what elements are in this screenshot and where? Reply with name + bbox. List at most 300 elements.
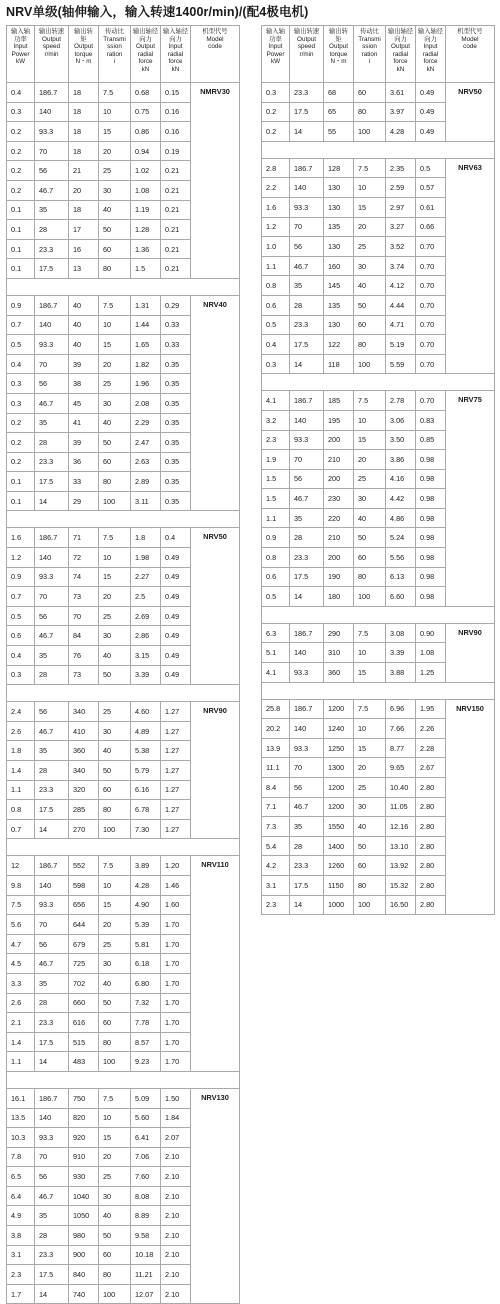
- table-cell: 10: [99, 548, 131, 568]
- table-row: [262, 158, 495, 178]
- table-cell: 910: [69, 1147, 99, 1167]
- table-cell: 6.16: [131, 780, 161, 800]
- table-cell: 14: [290, 895, 324, 915]
- table-cell: 3.27: [386, 217, 416, 237]
- table-cell: 0.1: [7, 259, 35, 279]
- table-cell: 1.4: [7, 761, 35, 781]
- table-cell: 7.5: [354, 391, 386, 411]
- table-cell: 200: [324, 430, 354, 450]
- table-cell: 1200: [324, 797, 354, 817]
- table-cell: 515: [69, 1032, 99, 1052]
- table-cell: 2.80: [416, 875, 446, 895]
- table-cell: 3.1: [262, 875, 290, 895]
- table-cell: 0.9: [262, 528, 290, 548]
- table-cell: 5.39: [131, 915, 161, 935]
- table-cell: 644: [69, 915, 99, 935]
- table-cell: 25: [99, 606, 131, 626]
- table-cell: 140: [290, 178, 324, 198]
- column-header-line: Transmi: [103, 35, 126, 43]
- column-header-line: force: [138, 58, 153, 66]
- table-cell: 140: [290, 643, 324, 663]
- table-cell: 2.3: [7, 1265, 35, 1285]
- table-cell: 80: [99, 800, 131, 820]
- table-cell: 17.5: [35, 800, 69, 820]
- table-cell: 1.19: [131, 200, 161, 220]
- column-header: [7, 26, 35, 83]
- table-cell: 70: [290, 758, 324, 778]
- table-cell: 50: [354, 528, 386, 548]
- table-cell: 28: [35, 993, 69, 1013]
- table-cell: 10.3: [7, 1128, 35, 1148]
- table-cell: 35: [35, 973, 69, 993]
- table-cell: 93.3: [290, 430, 324, 450]
- table-cell: 25: [99, 934, 131, 954]
- table-cell: 0.49: [161, 548, 191, 568]
- table-cell: 0.98: [416, 508, 446, 528]
- table-cell: 2.80: [416, 817, 446, 837]
- group-separator: [7, 278, 240, 295]
- table-cell: 20: [99, 354, 131, 374]
- table-cell: 100: [354, 122, 386, 142]
- table-cell: 135: [324, 295, 354, 315]
- table-cell: 30: [99, 721, 131, 741]
- table-cell: 1.8: [131, 528, 161, 548]
- column-header-line: 输入轴径: [417, 28, 444, 35]
- table-cell: 0.70: [416, 335, 446, 355]
- table-cell: 93.3: [35, 335, 69, 355]
- table-cell: 40: [69, 335, 99, 355]
- table-cell: 3.39: [131, 665, 161, 685]
- column-header-line: kN: [396, 65, 405, 73]
- table-cell: 93.3: [35, 895, 69, 915]
- table-cell: 0.21: [161, 220, 191, 240]
- table-cell: 46.7: [290, 797, 324, 817]
- table-cell: 7.60: [131, 1167, 161, 1187]
- table-cell: 50: [99, 665, 131, 685]
- table-cell: 13.9: [262, 738, 290, 758]
- table-cell: 320: [69, 780, 99, 800]
- table-cell: 1.5: [262, 469, 290, 489]
- table-cell: 72: [69, 548, 99, 568]
- table-cell: 1.4: [7, 1032, 35, 1052]
- table-cell: 1050: [69, 1206, 99, 1226]
- column-header-line: 传动比: [105, 28, 124, 35]
- column-header: [324, 26, 354, 83]
- column-header-line: ssion: [107, 43, 122, 51]
- column-header-line: i: [368, 58, 371, 66]
- column-header-line: 输出转: [74, 28, 93, 35]
- table-cell: 130: [324, 178, 354, 198]
- table-cell: 410: [69, 721, 99, 741]
- table-cell: 1.31: [131, 295, 161, 315]
- table-cell: 1240: [324, 719, 354, 739]
- table-cell: 220: [324, 508, 354, 528]
- table-cell: 46.7: [35, 180, 69, 200]
- right-spec-table: [261, 25, 495, 915]
- table-cell: 4.44: [386, 295, 416, 315]
- table-cell: 4.71: [386, 315, 416, 335]
- table-cell: 10: [99, 315, 131, 335]
- table-cell: 4.28: [131, 875, 161, 895]
- table-cell: 4.12: [386, 276, 416, 296]
- table-cell: 725: [69, 954, 99, 974]
- table-cell: 60: [99, 1245, 131, 1265]
- table-cell: 15: [99, 895, 131, 915]
- table-row: [7, 295, 240, 315]
- table-cell: 0.2: [7, 141, 35, 161]
- table-cell: 0.57: [416, 178, 446, 198]
- table-cell: 4.2: [262, 856, 290, 876]
- table-cell: 41: [69, 413, 99, 433]
- table-cell: 5.09: [131, 1088, 161, 1108]
- table-cell: 5.56: [386, 548, 416, 568]
- model-code: NRV50: [446, 83, 495, 142]
- table-cell: 2.10: [161, 1206, 191, 1226]
- table-cell: 10: [354, 410, 386, 430]
- table-cell: 15: [354, 738, 386, 758]
- table-cell: 0.70: [416, 354, 446, 374]
- table-cell: 70: [35, 141, 69, 161]
- column-header: [354, 26, 386, 83]
- table-cell: 14: [290, 587, 324, 607]
- table-cell: 5.24: [386, 528, 416, 548]
- column-header-line: ssion: [362, 43, 377, 51]
- table-cell: 0.49: [161, 606, 191, 626]
- model-code: NRV130: [191, 1088, 240, 1304]
- table-cell: 3.15: [131, 646, 161, 666]
- table-cell: 56: [290, 237, 324, 257]
- table-cell: 0.6: [262, 567, 290, 587]
- column-header-line: radial: [167, 50, 184, 58]
- table-cell: 7.06: [131, 1147, 161, 1167]
- table-cell: 84: [69, 626, 99, 646]
- table-cell: 56: [35, 702, 69, 722]
- table-row: [262, 699, 495, 719]
- table-cell: 0.9: [7, 295, 35, 315]
- table-cell: 140: [35, 102, 69, 122]
- table-cell: 28: [35, 220, 69, 240]
- table-cell: 35: [35, 200, 69, 220]
- column-header-line: 输出轴径: [132, 28, 159, 35]
- table-cell: 0.98: [416, 567, 446, 587]
- table-cell: 3.06: [386, 410, 416, 430]
- table-cell: 11.1: [262, 758, 290, 778]
- table-cell: 2.63: [131, 452, 161, 472]
- table-cell: 0.3: [7, 665, 35, 685]
- table-cell: 80: [99, 1032, 131, 1052]
- table-cell: 7.5: [354, 699, 386, 719]
- table-cell: 20: [354, 217, 386, 237]
- column-header: [131, 26, 161, 83]
- table-cell: 1.08: [131, 180, 161, 200]
- column-header-line: 输入轴径: [162, 28, 189, 35]
- table-cell: 1300: [324, 758, 354, 778]
- column-header-line: 功率: [14, 35, 27, 43]
- table-cell: 25: [99, 702, 131, 722]
- table-cell: 6.96: [386, 699, 416, 719]
- table-cell: 16.50: [386, 895, 416, 915]
- table-cell: 483: [69, 1052, 99, 1072]
- table-cell: 190: [324, 567, 354, 587]
- table-cell: 5.38: [131, 741, 161, 761]
- column-header-line: 传动比: [360, 28, 379, 35]
- table-cell: 1.82: [131, 354, 161, 374]
- table-cell: 17.5: [290, 875, 324, 895]
- table-cell: 820: [69, 1108, 99, 1128]
- table-cell: 0.83: [416, 410, 446, 430]
- table-cell: 270: [69, 819, 99, 839]
- column-header-line: kW: [270, 58, 281, 66]
- table-cell: 2.97: [386, 197, 416, 217]
- table-cell: 93.3: [35, 122, 69, 142]
- table-cell: 900: [69, 1245, 99, 1265]
- table-cell: 7.32: [131, 993, 161, 1013]
- table-cell: 1000: [324, 895, 354, 915]
- table-cell: 1.50: [161, 1088, 191, 1108]
- table-cell: 2.89: [131, 472, 161, 492]
- page-title: NRV单级(轴伸输入，输入转速1400r/min)/(配4极电机): [6, 5, 309, 19]
- table-cell: 2.08: [131, 393, 161, 413]
- table-cell: 2.80: [416, 836, 446, 856]
- table-cell: 10: [99, 1108, 131, 1128]
- table-cell: 140: [35, 875, 69, 895]
- column-header: [35, 26, 69, 83]
- table-cell: 35: [35, 1206, 69, 1226]
- table-cell: 80: [354, 567, 386, 587]
- table-cell: 35: [290, 276, 324, 296]
- table-cell: 3.3: [7, 973, 35, 993]
- table-cell: 186.7: [35, 295, 69, 315]
- table-cell: 2.78: [386, 391, 416, 411]
- table-cell: 60: [99, 780, 131, 800]
- column-header: [191, 26, 240, 83]
- table-cell: 9.65: [386, 758, 416, 778]
- table-row: [7, 528, 240, 548]
- table-cell: 0.35: [161, 433, 191, 453]
- table-cell: 70: [290, 217, 324, 237]
- column-header-line: N・m: [75, 58, 92, 66]
- model-code: NRV75: [446, 391, 495, 607]
- table-cell: 80: [99, 472, 131, 492]
- table-cell: 0.90: [416, 623, 446, 643]
- table-cell: 2.28: [416, 738, 446, 758]
- table-cell: 4.16: [386, 469, 416, 489]
- table-cell: 140: [35, 315, 69, 335]
- table-cell: 186.7: [35, 856, 69, 876]
- table-cell: 29: [69, 491, 99, 511]
- table-cell: 4.5: [7, 954, 35, 974]
- table-cell: 4.1: [262, 663, 290, 683]
- table-cell: 6.5: [7, 1167, 35, 1187]
- column-header-line: Model: [206, 35, 224, 43]
- table-cell: 0.70: [416, 237, 446, 257]
- table-cell: 68: [324, 83, 354, 103]
- table-cell: 23.3: [290, 548, 324, 568]
- table-cell: 10: [354, 643, 386, 663]
- table-cell: 210: [324, 528, 354, 548]
- table-cell: 7.5: [99, 83, 131, 103]
- table-cell: 195: [324, 410, 354, 430]
- table-cell: 73: [69, 587, 99, 607]
- table-cell: 0.2: [7, 161, 35, 181]
- table-cell: 9.58: [131, 1226, 161, 1246]
- table-cell: 2.80: [416, 797, 446, 817]
- table-cell: 2.80: [416, 778, 446, 798]
- table-cell: 46.7: [290, 256, 324, 276]
- table-cell: 0.49: [161, 665, 191, 685]
- column-header-line: 向力: [169, 35, 182, 43]
- table-cell: 0.2: [262, 102, 290, 122]
- table-cell: 4.42: [386, 489, 416, 509]
- table-cell: 10: [354, 178, 386, 198]
- table-cell: 0.35: [161, 472, 191, 492]
- table-cell: 50: [99, 761, 131, 781]
- table-cell: 1.8: [7, 741, 35, 761]
- table-cell: 1.2: [262, 217, 290, 237]
- column-header-line: 输出转速: [293, 28, 320, 35]
- group-separator: [7, 839, 240, 856]
- table-cell: 5.1: [262, 643, 290, 663]
- column-header-line: 矩: [80, 35, 87, 43]
- column-header-line: speed: [42, 43, 61, 51]
- table-cell: 16.1: [7, 1088, 35, 1108]
- table-cell: 0.21: [161, 200, 191, 220]
- table-cell: 60: [99, 452, 131, 472]
- table-cell: 0.1: [7, 239, 35, 259]
- table-cell: 2.26: [416, 719, 446, 739]
- table-cell: 1.1: [7, 1052, 35, 1072]
- table-cell: 0.35: [161, 393, 191, 413]
- column-header: [386, 26, 416, 83]
- table-cell: 130: [324, 237, 354, 257]
- table-cell: 0.1: [7, 220, 35, 240]
- group-separator: [262, 682, 495, 699]
- column-header-line: speed: [297, 43, 316, 51]
- table-cell: 50: [99, 993, 131, 1013]
- table-cell: 0.7: [7, 315, 35, 335]
- table-cell: 0.5: [262, 587, 290, 607]
- table-cell: 1.46: [161, 875, 191, 895]
- table-cell: 2.69: [131, 606, 161, 626]
- table-cell: 7.5: [99, 1088, 131, 1108]
- column-header-line: torque: [74, 50, 93, 58]
- table-cell: 1.60: [161, 895, 191, 915]
- model-code: NRV40: [191, 295, 240, 511]
- table-header-row: [262, 26, 495, 83]
- column-header-line: Transmi: [358, 35, 381, 43]
- table-cell: 2.4: [7, 702, 35, 722]
- table-cell: 20: [99, 1147, 131, 1167]
- table-cell: 40: [99, 200, 131, 220]
- table-cell: 0.4: [7, 646, 35, 666]
- table-cell: 290: [324, 623, 354, 643]
- column-header-line: 输出转速: [38, 28, 65, 35]
- table-cell: 15: [99, 122, 131, 142]
- table-cell: 1.27: [161, 702, 191, 722]
- table-cell: 1250: [324, 738, 354, 758]
- table-cell: 1.1: [262, 508, 290, 528]
- table-cell: 340: [69, 761, 99, 781]
- column-header-line: 向力: [394, 35, 407, 43]
- table-cell: 285: [69, 800, 99, 820]
- table-cell: 23.3: [35, 1245, 69, 1265]
- table-cell: 0.35: [161, 354, 191, 374]
- column-header-line: Output: [74, 43, 93, 51]
- table-cell: 7.8: [7, 1147, 35, 1167]
- model-code: NRV90: [191, 702, 240, 839]
- table-cell: 13.92: [386, 856, 416, 876]
- table-cell: 28: [290, 295, 324, 315]
- table-cell: 8.77: [386, 738, 416, 758]
- table-cell: 1.27: [161, 761, 191, 781]
- table-cell: 13: [69, 259, 99, 279]
- table-cell: 0.3: [7, 393, 35, 413]
- table-cell: 7.5: [354, 158, 386, 178]
- table-cell: 0.21: [161, 161, 191, 181]
- table-cell: 28: [290, 528, 324, 548]
- table-cell: 23.3: [35, 239, 69, 259]
- table-cell: 46.7: [35, 1186, 69, 1206]
- table-cell: 100: [99, 1052, 131, 1072]
- table-cell: 2.86: [131, 626, 161, 646]
- table-cell: 6.3: [262, 623, 290, 643]
- table-cell: 10: [99, 875, 131, 895]
- table-cell: 15: [99, 1128, 131, 1148]
- table-cell: 70: [35, 354, 69, 374]
- table-cell: 0.1: [7, 472, 35, 492]
- table-cell: 73: [69, 665, 99, 685]
- table-cell: 17.5: [290, 567, 324, 587]
- table-cell: 552: [69, 856, 99, 876]
- table-cell: 0.6: [7, 626, 35, 646]
- table-cell: 17.5: [35, 1032, 69, 1052]
- table-cell: 186.7: [35, 83, 69, 103]
- table-cell: 2.8: [262, 158, 290, 178]
- table-cell: 7.1: [262, 797, 290, 817]
- table-cell: 1.25: [416, 663, 446, 683]
- table-cell: 1040: [69, 1186, 99, 1206]
- table-cell: 2.47: [131, 433, 161, 453]
- table-cell: 7.78: [131, 1013, 161, 1033]
- table-cell: 7.5: [7, 895, 35, 915]
- column-header-line: 矩: [335, 35, 342, 43]
- table-cell: 2.10: [161, 1226, 191, 1246]
- table-cell: 1.6: [7, 528, 35, 548]
- table-cell: 230: [324, 489, 354, 509]
- table-cell: 25: [354, 778, 386, 798]
- group-separator: [7, 685, 240, 702]
- group-separator: [262, 606, 495, 623]
- table-cell: 1150: [324, 875, 354, 895]
- column-header-line: 机型代号: [457, 28, 483, 35]
- table-cell: 0.5: [7, 335, 35, 355]
- table-cell: 3.11: [131, 491, 161, 511]
- table-cell: 145: [324, 276, 354, 296]
- table-cell: 0.8: [262, 548, 290, 568]
- table-cell: 25: [354, 469, 386, 489]
- table-cell: 360: [69, 741, 99, 761]
- table-cell: 128: [324, 158, 354, 178]
- table-cell: 1.27: [161, 800, 191, 820]
- table-cell: 30: [99, 393, 131, 413]
- table-cell: 5.60: [131, 1108, 161, 1128]
- table-cell: 17.5: [290, 102, 324, 122]
- table-cell: 2.80: [416, 895, 446, 915]
- table-cell: 0.98: [416, 528, 446, 548]
- table-cell: 15: [354, 430, 386, 450]
- table-cell: 0.94: [131, 141, 161, 161]
- table-cell: 60: [354, 856, 386, 876]
